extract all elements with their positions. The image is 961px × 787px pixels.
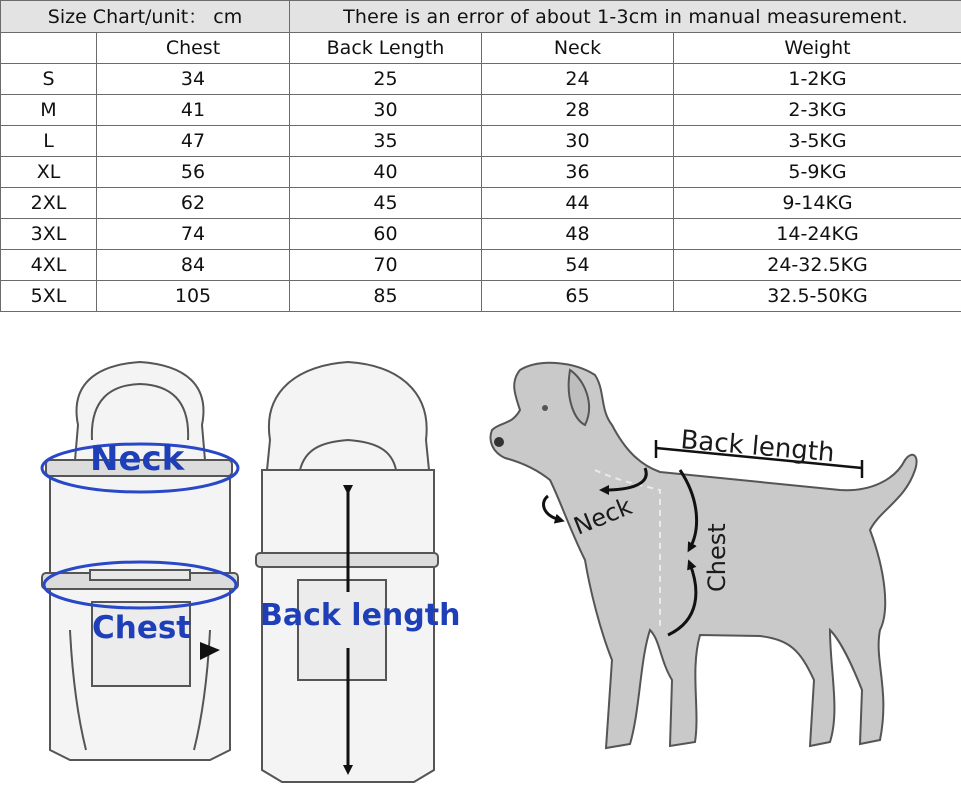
cell-neck: 54 (482, 250, 674, 281)
title-row (1, 1, 961, 33)
header-row (1, 33, 961, 64)
cell-size: L (1, 126, 97, 157)
cell-chest: 105 (97, 281, 290, 312)
cell-size: M (1, 95, 97, 126)
cell-neck: 48 (482, 219, 674, 250)
cell-weight: 14-24KG (674, 219, 961, 250)
cell-neck: 65 (482, 281, 674, 312)
size-chart-table (0, 0, 961, 312)
dog-neck-label: Neck (569, 492, 636, 541)
cell-neck: 44 (482, 188, 674, 219)
cell-chest: 34 (97, 64, 290, 95)
cell-chest: 84 (97, 250, 290, 281)
coat-back-length-label: Back length (260, 598, 461, 633)
cell-weight: 5-9KG (674, 157, 961, 188)
cell-size: 2XL (1, 188, 97, 219)
cell-back-length: 70 (290, 250, 482, 281)
cell-weight: 3-5KG (674, 126, 961, 157)
cell-neck: 36 (482, 157, 674, 188)
cell-size: XL (1, 157, 97, 188)
cell-weight: 1-2KG (674, 64, 961, 95)
measurement-error-note: There is an error of about 1-3cm in manual measurement. (290, 1, 961, 33)
measurement-illustrations (0, 330, 961, 787)
cell-size: 3XL (1, 219, 97, 250)
cell-back-length: 30 (290, 95, 482, 126)
cell-back-length: 85 (290, 281, 482, 312)
size-rows (1, 64, 961, 312)
measurement-diagram-svg (0, 330, 961, 787)
dog-chest-label: Chest (703, 523, 731, 592)
dog-back-length-label: Back length (679, 425, 836, 469)
coat-neck-label: Neck (90, 439, 185, 479)
cell-weight: 32.5-50KG (674, 281, 961, 312)
size-row (1, 126, 961, 157)
size-row (1, 95, 961, 126)
cell-chest: 41 (97, 95, 290, 126)
size-row (1, 219, 961, 250)
cell-back-length: 35 (290, 126, 482, 157)
header-cell-weight: Weight (674, 33, 961, 64)
size-chart-unit-title: Size Chart/unit： cm (1, 1, 290, 33)
header-cell-size (1, 33, 97, 64)
cell-back-length: 40 (290, 157, 482, 188)
dog-neck-arrow-left (544, 496, 560, 520)
header-cell-chest: Chest (97, 33, 290, 64)
cell-weight: 24-32.5KG (674, 250, 961, 281)
coat-chest-label: Chest (92, 610, 192, 646)
cell-neck: 30 (482, 126, 674, 157)
cell-back-length: 60 (290, 219, 482, 250)
size-row (1, 250, 961, 281)
cell-chest: 62 (97, 188, 290, 219)
cell-neck: 24 (482, 64, 674, 95)
header-cell-back-length: Back Length (290, 33, 482, 64)
cell-chest: 74 (97, 219, 290, 250)
cell-size: 5XL (1, 281, 97, 312)
cell-weight: 9-14KG (674, 188, 961, 219)
cell-size: 4XL (1, 250, 97, 281)
cell-back-length: 45 (290, 188, 482, 219)
cell-neck: 28 (482, 95, 674, 126)
cell-back-length: 25 (290, 64, 482, 95)
size-row (1, 281, 961, 312)
cell-chest: 47 (97, 126, 290, 157)
header-cell-neck: Neck (482, 33, 674, 64)
size-row (1, 188, 961, 219)
size-row (1, 157, 961, 188)
cell-chest: 56 (97, 157, 290, 188)
cell-size: S (1, 64, 97, 95)
cell-weight: 2-3KG (674, 95, 961, 126)
size-row (1, 64, 961, 95)
